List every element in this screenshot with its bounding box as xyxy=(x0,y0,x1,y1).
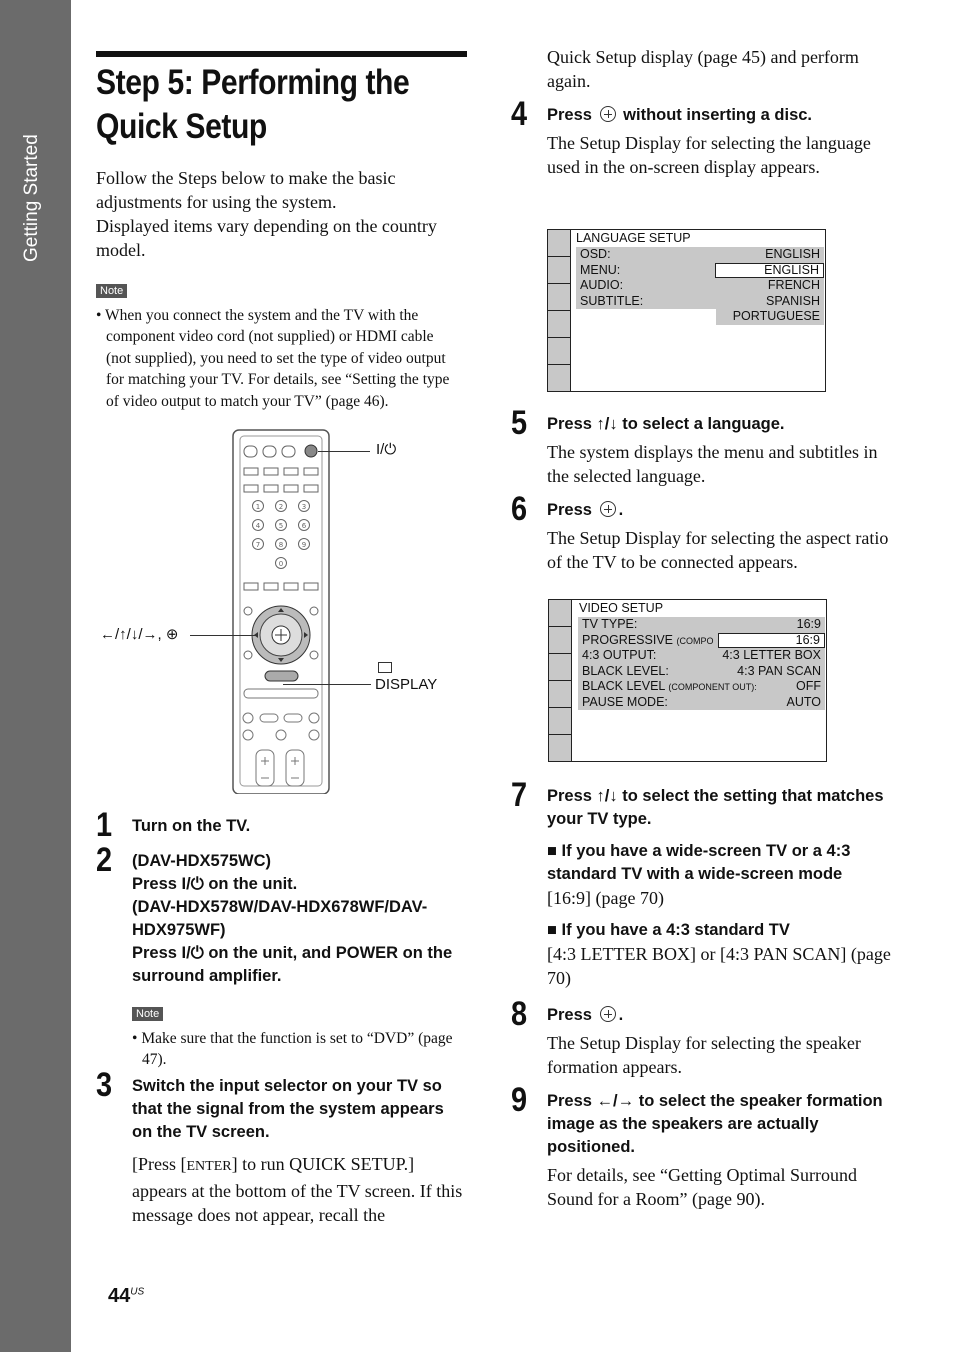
osd-title: VIDEO SETUP xyxy=(579,601,664,615)
page-title: Step 5: Performing the Quick Setup xyxy=(96,63,410,146)
intro-text xyxy=(96,166,468,262)
svg-text:7: 7 xyxy=(255,541,261,549)
language-setup-screen xyxy=(547,229,826,392)
display-button xyxy=(265,671,298,681)
step-1 xyxy=(96,806,468,844)
step-heading: Press ↑/↓ to select the setting that matches your TV type. xyxy=(547,787,884,828)
step-number: 4 xyxy=(511,95,528,133)
option-standard-heading: ■ If you have a 4:3 standard TV xyxy=(547,921,790,939)
remote-illustration xyxy=(228,428,343,794)
note-function-dvd xyxy=(132,1002,472,1071)
osd-value-osd: ENGLISH xyxy=(716,247,824,263)
note-text: • Make sure that the function is set to “DVD” (page 47). xyxy=(132,1029,453,1068)
osd-row-subtitle: SUBTITLE: xyxy=(576,294,716,310)
svg-text:1: 1 xyxy=(255,503,261,511)
svg-text:5: 5 xyxy=(278,522,284,530)
power-button xyxy=(305,445,317,457)
osd-row: 4:3 OUTPUT: 4:3 LETTER BOX xyxy=(578,648,825,664)
step-heading: Press . xyxy=(547,1006,624,1024)
osd-option: FRENCH xyxy=(716,278,824,294)
osd-row-menu: MENU: xyxy=(576,263,716,279)
step-8 xyxy=(511,995,891,1079)
osd-option-selected: ENGLISH xyxy=(715,263,824,279)
osd-title: LANGUAGE SETUP xyxy=(576,231,691,245)
osd-row-osd: OSD: xyxy=(576,247,716,263)
step-body: The system displays the menu and subtitles in the selected language. xyxy=(547,442,878,486)
step-number: 6 xyxy=(511,490,528,528)
svg-text:8: 8 xyxy=(278,541,284,549)
step-body: The Setup Display for selecting the aspect ratio of the TV to be connected appears. xyxy=(547,528,889,572)
video-setup-screen xyxy=(548,599,827,762)
step-number: 2 xyxy=(96,841,113,879)
callout-line-power xyxy=(318,451,370,452)
page-number: $44^{US}$ xyxy=(108,1285,145,1307)
step-heading: Press ↑/↓ to select a language. xyxy=(547,415,785,433)
display-icon xyxy=(378,662,392,673)
step-number: 9 xyxy=(511,1081,528,1119)
step-heading: (DAV-HDX575WC) Press I/⏻ on the unit. (DAV-HDX578W/DAV-HDX678WF/DAV-HDX975WF) Press I/⏻ on the unit, and POWER on the surround amplifier. xyxy=(132,852,453,985)
osd-option: SPANISH xyxy=(716,294,824,310)
sidebar-tab xyxy=(0,0,71,1352)
step-heading: Press ←/→ to select the speaker formation image as the speakers are actually positioned. xyxy=(547,1092,883,1156)
intro-line-2: Displayed items vary depending on the country model. xyxy=(96,216,437,260)
svg-text:4: 4 xyxy=(255,522,261,530)
note-badge: Note xyxy=(132,1007,163,1021)
step-heading: Press without inserting a disc. xyxy=(547,106,813,124)
nav-label: ←/↑/↓/→, ⊕ xyxy=(100,626,179,643)
step-4 xyxy=(511,95,891,179)
osd-row: BLACK LEVEL (COMPONENT OUT): OFF xyxy=(578,679,825,695)
option-widescreen-heading: ■ If you have a wide-screen TV or a 4:3 standard TV with a wide-screen mode xyxy=(547,842,851,883)
step-5 xyxy=(511,404,891,488)
step-body: [Press [ENTER] to run QUICK SETUP.] appears at the bottom of the TV screen. If this message does not appear, recall the xyxy=(132,1154,463,1225)
osd-row: BLACK LEVEL: 4:3 PAN SCAN xyxy=(578,664,825,680)
step-heading: Press . xyxy=(547,501,624,519)
step-number: 1 xyxy=(96,806,113,844)
step-number: 8 xyxy=(511,995,528,1033)
svg-text:6: 6 xyxy=(301,522,307,530)
note-video-output xyxy=(96,279,461,412)
display-label: DISPLAY xyxy=(375,676,438,693)
step-heading: Turn on the TV. xyxy=(132,817,251,835)
osd-option-selected: 16:9 xyxy=(718,633,825,649)
power-label: I/⏻ xyxy=(376,441,397,458)
step-body: The Setup Display for selecting the language used in the on-screen display appears. xyxy=(547,133,871,177)
step-9 xyxy=(511,1081,891,1211)
intro-line-1: Follow the Steps below to make the basic adjustments for using the system. xyxy=(96,168,396,212)
svg-text:9: 9 xyxy=(301,541,307,549)
osd-row: TV TYPE: 16:9 xyxy=(578,617,825,633)
svg-text:0: 0 xyxy=(278,560,284,568)
osd-row: PAUSE MODE: AUTO xyxy=(578,695,825,711)
enter-icon xyxy=(600,501,616,517)
step-number: 5 xyxy=(511,404,528,442)
step-2 xyxy=(96,841,468,988)
callout-line-nav xyxy=(190,635,256,636)
step-7 xyxy=(511,776,891,990)
step-3 xyxy=(96,1066,468,1227)
osd-row: PROGRESSIVE (COMPO xyxy=(578,633,825,649)
note-text: • When you connect the system and the TV with the component video cord (not supplied) or HDMI cable (not supplied), you need to set the type of video output for matching your TV. For details, see “Setting the type of video output to match your TV” (page 46). xyxy=(96,306,450,410)
callout-line-display xyxy=(283,684,371,685)
step-6 xyxy=(511,490,891,574)
step-body: For details, see “Getting Optimal Surround Sound for a Room” (page 90). xyxy=(547,1165,857,1209)
osd-row-audio: AUDIO: xyxy=(576,278,716,294)
enter-icon xyxy=(600,1006,616,1022)
osd-option: PORTUGUESE xyxy=(716,309,824,325)
svg-text:3: 3 xyxy=(301,503,307,511)
osd-icon-strip xyxy=(548,230,571,391)
step-number: 7 xyxy=(511,776,528,814)
step-body: The Setup Display for selecting the speaker formation appears. xyxy=(547,1033,861,1077)
step-3-continued: Quick Setup display (page 45) and perform again. xyxy=(547,47,859,91)
step-number: 3 xyxy=(96,1066,113,1104)
step-heading: Switch the input selector on your TV so that the signal from the system appears on the TV screen. xyxy=(132,1077,444,1141)
note-badge: Note xyxy=(96,284,127,298)
svg-text:2: 2 xyxy=(278,503,284,511)
option-widescreen-body: [16:9] (page 70) xyxy=(547,888,664,908)
enter-icon xyxy=(600,106,616,122)
title-rule xyxy=(96,51,467,57)
osd-icon-strip xyxy=(549,600,572,761)
option-standard-body: [4:3 LETTER BOX] or [4:3 PAN SCAN] (page 70) xyxy=(547,944,891,988)
section-label: Getting Started xyxy=(21,134,42,262)
